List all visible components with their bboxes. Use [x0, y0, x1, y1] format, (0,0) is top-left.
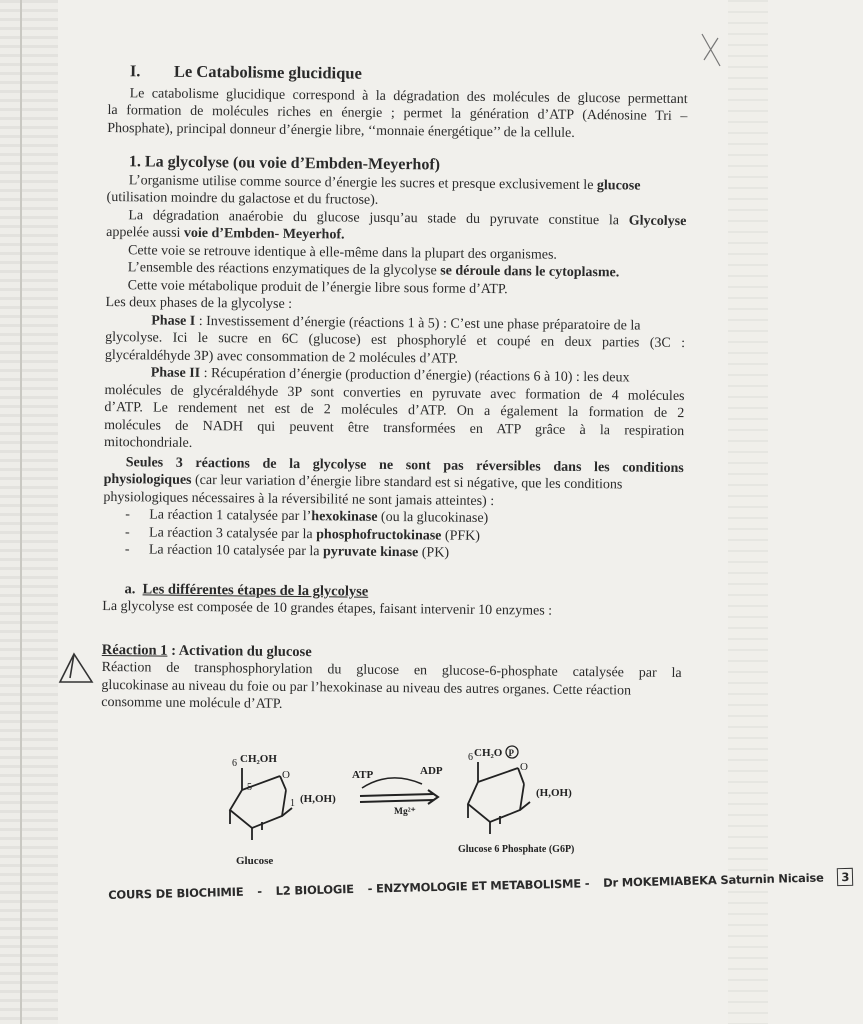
- intro-line: Le catabolisme glucidique correspond à la dégradation des molécules de glucose permettant: [129, 85, 688, 107]
- section-number: I.: [129, 61, 141, 81]
- irreversible-line: physiologiques (car leur variation d’énergie libre standard est si négative, que les conditions: [103, 471, 623, 493]
- g6p-ring-oxygen: O: [520, 761, 528, 773]
- glycolyse-heading: 1. La glycolyse (ou voie d’Embden-Meyerhof): [128, 153, 441, 174]
- glucose-position-6: 6: [232, 758, 237, 769]
- footer-level: L2 BIOLOGIE: [275, 881, 355, 898]
- glucose-ch2oh: CH₂OH: [240, 753, 277, 765]
- g6p-name: Glucose 6 Phosphate (G6P): [458, 844, 575, 855]
- phosphate-label: P: [508, 748, 514, 758]
- list-item: - La réaction 1 catalysée par l’hexokinase (ou la glucokinase): [125, 507, 489, 527]
- margin-mark: [698, 30, 724, 70]
- footer-course: COURS DE BIOCHIMIE: [108, 884, 244, 902]
- g6p-position-6: 6: [468, 752, 473, 763]
- intro-line: la formation de molécules riches en énergie ; permet la génération d’ATP (Adénosine Tri –: [107, 102, 688, 125]
- glucose-position-5: 5: [247, 782, 252, 793]
- reaction1-line: glucokinase au niveau du foie ou par l’hexokinase au niveau des autres organes. Cette réaction: [101, 677, 632, 699]
- phase1-label: Phase I: [151, 312, 196, 329]
- glucose-position-1: 1: [290, 798, 295, 809]
- section-title: Le Catabolisme glucidique: [173, 61, 362, 83]
- list-item: - La réaction 3 catalysée par la phosphofructokinase (PFK): [124, 524, 481, 544]
- svg-text:Mg²⁺: Mg²⁺: [394, 807, 416, 817]
- phase2-line: molécules de glycéraldéhyde 3P sont converties en pyruvate avec formation de 4 molécules: [104, 382, 685, 404]
- intro-line: Phosphate), principal donneur d’énergie libre, ‘‘monnaie énergétique’’ de la cellule.: [107, 120, 575, 141]
- phase2-label: Phase II: [150, 365, 201, 381]
- glucose-anomer-group: (H,OH): [300, 793, 336, 805]
- paragraph-line: (utilisation moindre du galactose et du fructose).: [106, 189, 379, 208]
- document-body: [101, 62, 688, 718]
- g6p-anomer-group: (H,OH): [536, 787, 572, 799]
- page-number: 3: [837, 868, 853, 886]
- reaction1-line: consomme une molécule d’ATP.: [101, 694, 283, 712]
- reaction1-heading: Réaction 1 : Activation du glucose: [101, 641, 312, 660]
- list-item: - La réaction 10 catalysée par la pyruvate kinase (PK): [124, 542, 450, 561]
- glucose-name: Glucose: [236, 855, 274, 867]
- reaction-arrow: [352, 765, 443, 817]
- phase1-line: glycolyse. Ici le sucre en 6C (glucose) est phosphorylé et coupé en deux parties (3C :: [105, 329, 686, 352]
- svg-text:ATP: ATP: [352, 769, 374, 781]
- phase2-line: Phase II : Récupération d’énergie (production d’énergie) (réactions 6 à 10) : les deux: [150, 365, 630, 386]
- irreversible-line: Seules 3 réactions de la glycolyse ne sont pas réversibles dans les conditions: [125, 454, 684, 476]
- phase1-line: Phase I : Investissement d’énergie (réactions 1 à 5) : C’est une phase préparatoire de la: [151, 312, 641, 334]
- footer-separator: -: [257, 884, 262, 899]
- etapes-heading: a. Les différentes étapes de la glycolyse: [124, 580, 369, 600]
- phase2-line: mitochondriale.: [103, 434, 193, 451]
- footer-author: Dr MOKEMIABEKA Saturnin Nicaise: [602, 870, 824, 890]
- page-edge-line: [20, 0, 22, 1024]
- reaction1-line: Réaction de transphosphorylation du glucose en glucose-6-phosphate catalysée par la: [101, 659, 682, 682]
- irreversible-line: physiologiques nécessaires à la réversibilité ne sont jamais atteintes) :: [103, 489, 495, 509]
- phase2-line: d’ATP. Le rendement net est de 2 molécules d’ATP. On a également la formation de 2: [104, 399, 685, 422]
- glucose-ring-oxygen: O: [282, 769, 290, 781]
- paragraph-line: La dégradation anaérobie du glucose jusqu’au stade du pyruvate constitue la Glycolyse: [128, 207, 687, 229]
- phase2-line: molécules de NADH qui peuvent être transformées en ATP grâce à la respiration: [104, 417, 685, 439]
- section-heading: [108, 62, 688, 86]
- phase1-line: glycéraldéhyde 3P) avec consommation de 2 molécules d’ATP.: [104, 347, 459, 367]
- etapes-text: La glycolyse est composée de 10 grandes étapes, faisant intervenir 10 enzymes :: [102, 598, 553, 619]
- paragraph-line: Cette voie métabolique produit de l’énergie libre sous forme d’ATP.: [127, 277, 508, 297]
- triangle-margin-mark: [56, 650, 96, 690]
- paragraph-line: L’organisme utilise comme source d’énergie les sucres et presque exclusivement le glucose: [128, 172, 641, 194]
- paragraph-line: Les deux phases de la glycolyse :: [105, 294, 293, 312]
- scan-edge-left: [0, 0, 58, 1024]
- footer-topic: - ENZYMOLOGIE ET METABOLISME -: [367, 876, 590, 896]
- paragraph-line: L’ensemble des réactions enzymatiques de la glycolyse se déroule dans le cytoplasme.: [127, 260, 620, 281]
- paragraph-line: Cette voie se retrouve identique à elle-même dans la plupart des organismes.: [127, 242, 558, 263]
- paragraph-line: appelée aussi voie d’Embden- Meyerhof.: [106, 224, 345, 243]
- svg-text:ADP: ADP: [420, 765, 443, 777]
- g6p-ch2o: CH₂O: [474, 747, 503, 759]
- reaction-diagram: [222, 740, 622, 870]
